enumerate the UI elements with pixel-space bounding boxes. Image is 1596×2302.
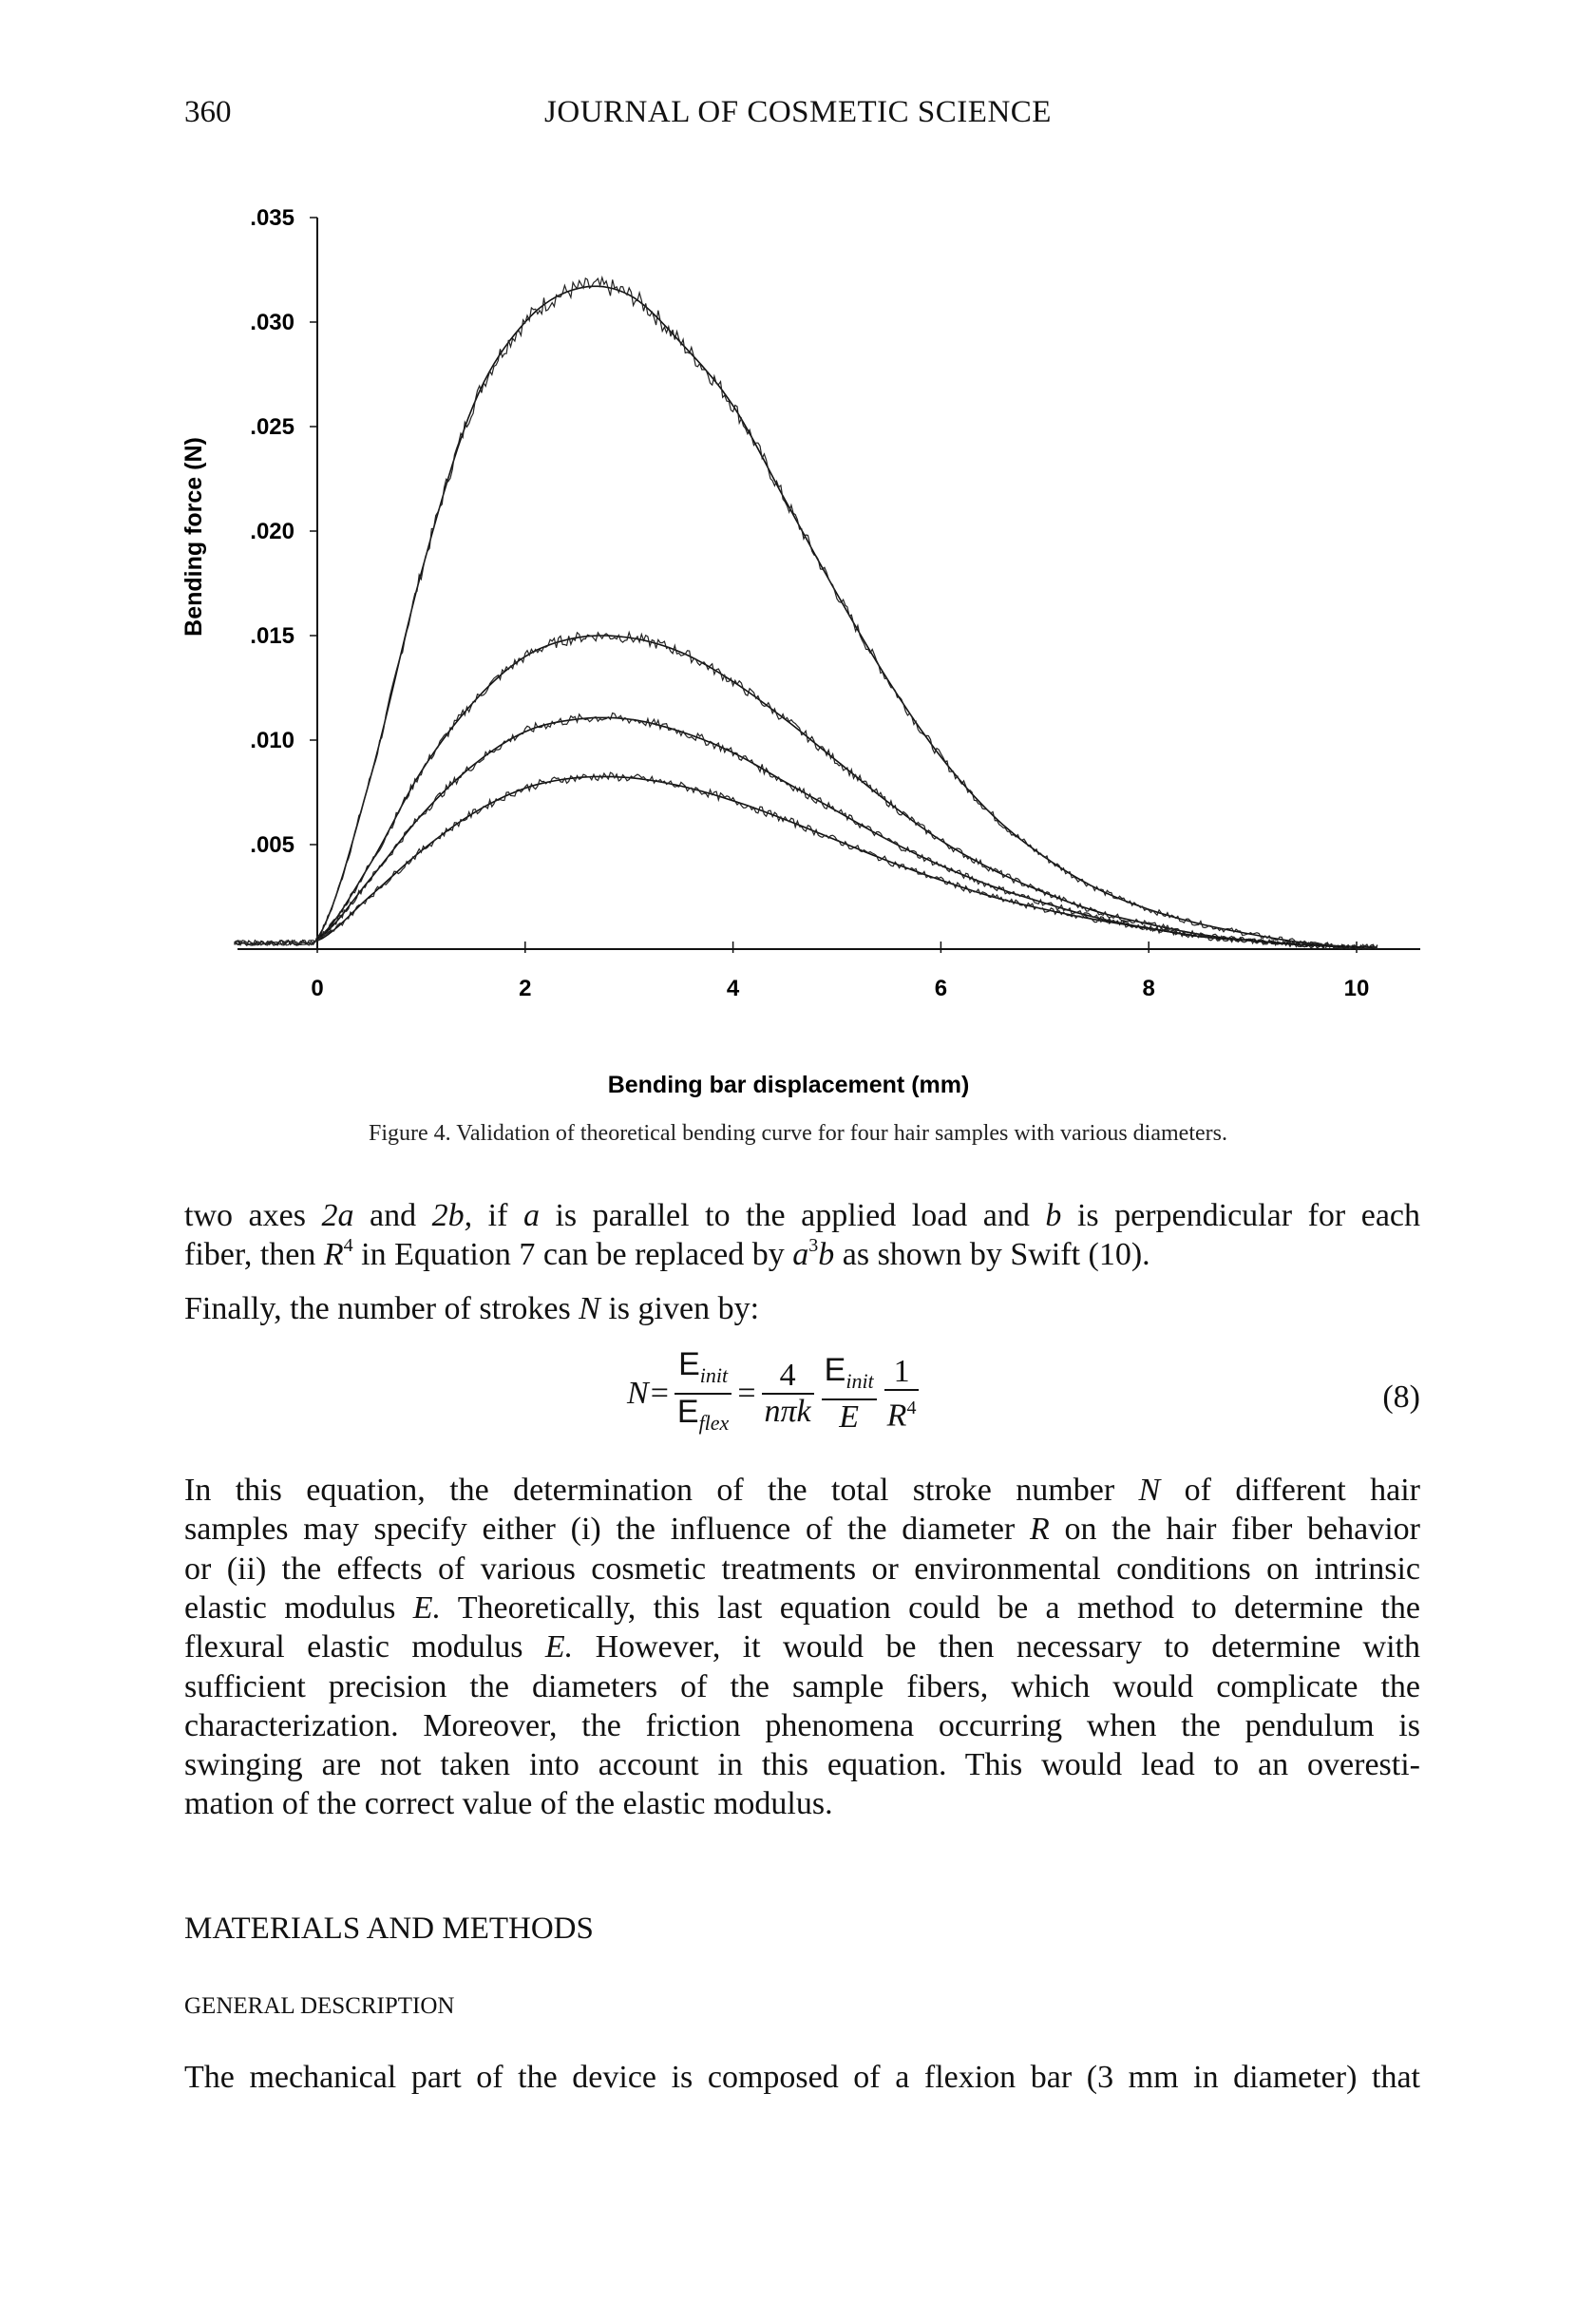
- text-segment: 3: [808, 1235, 819, 1256]
- text-line: [184, 1472, 1420, 1510]
- math-symbol: 2b,: [431, 1198, 473, 1233]
- fraction-1-r4: $\frac{1}{R^4}$: [884, 1355, 920, 1433]
- text-segment: is perpendicular for each: [1061, 1198, 1421, 1233]
- text-segment: samples may specify either (i) the influence of the diameter: [184, 1512, 1030, 1548]
- text-line: [184, 2059, 1420, 2097]
- y-tick-label: .035: [250, 205, 294, 231]
- math-symbol: E.: [412, 1589, 441, 1626]
- text-segment: swinging are not taken into account in this equation. This would lead to an overesti-: [184, 1747, 1420, 1783]
- x-tick-label: 6: [934, 976, 948, 1001]
- fraction-einit-eflex: [674, 1347, 732, 1440]
- text-line: [184, 1511, 1420, 1549]
- sub-flex: flex: [698, 1411, 730, 1435]
- text-segment: on the hair fiber behavior: [1049, 1512, 1421, 1548]
- math-symbol: R: [1029, 1512, 1050, 1548]
- text-segment: if: [472, 1198, 523, 1233]
- eq-equals: =: [737, 1376, 756, 1411]
- text-segment: Theoretically, this last equation could be a method to determine the: [441, 1589, 1421, 1626]
- text-segment: mation of the correct value of the elastic modulus.: [184, 1786, 833, 1822]
- y-tick-label: .015: [250, 623, 294, 649]
- eq-lhs: N: [627, 1376, 649, 1411]
- math-symbol: R: [323, 1237, 344, 1272]
- text-segment: in Equation 7 can be replaced by: [352, 1237, 793, 1272]
- text-segment: Finally, the number of strokes: [184, 1291, 580, 1326]
- x-tick-label: 4: [726, 976, 740, 1001]
- math-symbol: b: [818, 1237, 835, 1272]
- text-line: [184, 1785, 1420, 1823]
- text-line: [184, 1290, 1420, 1328]
- eq-equals: =: [650, 1376, 669, 1411]
- sub-init: init: [699, 1363, 729, 1387]
- text-segment: as shown by Swift (10).: [834, 1237, 1150, 1272]
- text-line: [184, 1236, 1420, 1274]
- figure-caption: Figure 4. Validation of theoretical bending curve for four hair samples with various diameters.: [369, 1121, 1227, 1146]
- e-symbol: E: [676, 1394, 699, 1430]
- text-segment: flexural elastic modulus: [184, 1629, 545, 1665]
- math-symbol: N: [579, 1291, 600, 1326]
- theoretical-curve-3: [317, 717, 1372, 946]
- math-symbol: b: [1045, 1198, 1062, 1233]
- math-symbol: a: [792, 1237, 809, 1272]
- equation-number: (8): [1382, 1379, 1420, 1415]
- measured-curve-2: [235, 633, 1378, 950]
- math-symbol: N: [1138, 1473, 1161, 1508]
- fraction-einit-e: $\frac{E_{init}}{E}$: [822, 1353, 877, 1435]
- text-segment: of different hair: [1160, 1473, 1420, 1508]
- y-tick-label: .010: [250, 728, 294, 753]
- page-number: 360: [184, 95, 232, 129]
- x-tick-label: 8: [1142, 976, 1155, 1001]
- y-tick-label: .030: [250, 310, 294, 335]
- math-symbol: a: [522, 1198, 540, 1233]
- text-segment: The mechanical part of the device is composed of a flexion bar (3 mm in diameter) that: [184, 2060, 1420, 2095]
- equation-8: [627, 1347, 922, 1440]
- text-line: [184, 1746, 1420, 1784]
- x-tick-label: 0: [311, 976, 324, 1001]
- section-heading: MATERIALS AND METHODS: [184, 1912, 594, 1946]
- text-line: [184, 1589, 1420, 1627]
- math-symbol: 2a: [321, 1198, 354, 1233]
- text-line: [184, 1707, 1420, 1745]
- fraction-4-npik: $\frac{4}{\text{nπk}}$: [762, 1359, 814, 1429]
- text-segment: However, it would be then necessary to determine with: [573, 1629, 1421, 1665]
- y-tick-label: .025: [250, 414, 294, 440]
- axes: [238, 205, 1420, 1001]
- curves: [235, 277, 1378, 949]
- text-line: [184, 1197, 1420, 1235]
- text-segment: elastic modulus: [184, 1589, 413, 1626]
- measured-curve-1: [235, 277, 1378, 949]
- x-axis-label: Bending bar displacement (mm): [607, 1072, 970, 1098]
- x-tick-label: 2: [519, 976, 532, 1001]
- y-tick-label: .005: [250, 832, 294, 858]
- math-symbol: E.: [544, 1629, 574, 1665]
- text-line: [184, 1668, 1420, 1706]
- text-segment: two axes: [184, 1198, 322, 1233]
- text-segment: and: [353, 1198, 432, 1233]
- text-line: [184, 1628, 1420, 1666]
- text-segment: fiber, then: [184, 1237, 324, 1272]
- text-segment: or (ii) the effects of various cosmetic treatments or environmental conditions on intrinsic: [184, 1551, 1420, 1587]
- y-tick-label: .020: [250, 519, 294, 544]
- theoretical-curve-2: [317, 636, 1372, 947]
- text-segment: 4: [343, 1235, 353, 1256]
- subsection-heading: GENERAL DESCRIPTION: [184, 1993, 455, 2019]
- y-axis-label: Bending force (N): [180, 437, 207, 637]
- text-segment: characterization. Moreover, the friction phenomena occurring when the pendulum is: [184, 1707, 1420, 1743]
- text-segment: In this equation, the determination of the total stroke number: [184, 1473, 1139, 1508]
- text-segment: is given by:: [599, 1291, 760, 1326]
- text-segment: sufficient precision the diameters of the sample fibers, which would complicate the: [184, 1668, 1420, 1704]
- e-symbol: E: [678, 1346, 700, 1382]
- text-segment: is parallel to the applied load and: [539, 1198, 1046, 1233]
- x-tick-label: 10: [1343, 976, 1370, 1001]
- theoretical-curve-4: [317, 776, 1372, 946]
- running-head: JOURNAL OF COSMETIC SCIENCE: [544, 95, 1052, 129]
- text-line: [184, 1551, 1420, 1589]
- theoretical-curve-1: [317, 286, 1372, 947]
- bending-force-chart: [0, 0, 1596, 1121]
